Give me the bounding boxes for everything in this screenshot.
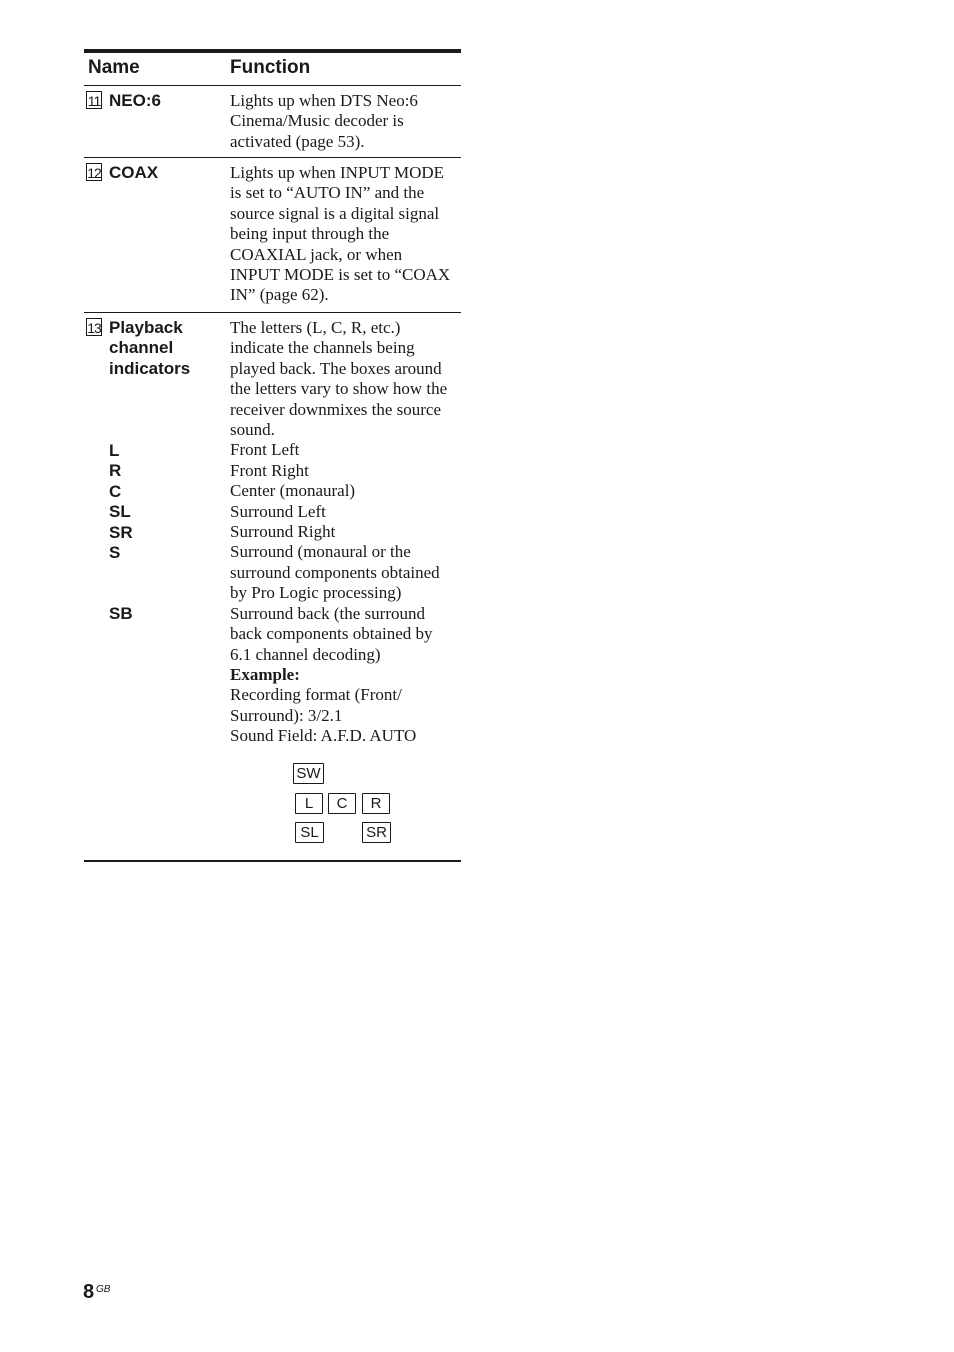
name-line: indicators xyxy=(109,358,191,378)
indicator-c: C xyxy=(328,793,356,814)
name-line: Playback xyxy=(109,318,183,337)
channel-code-s: S xyxy=(109,543,121,563)
channel-desc-sr: Surround Right xyxy=(230,522,336,542)
channel-desc-sb: Surround back (the surround xyxy=(230,603,425,623)
desc-line: played back. The boxes around xyxy=(230,358,442,378)
header-name: Name xyxy=(88,57,140,78)
channel-code-sl: SL xyxy=(109,502,131,522)
desc-line: activated (page 53). xyxy=(230,131,365,151)
header-function: Function xyxy=(230,57,311,78)
example-line: Recording format (Front/ xyxy=(230,685,402,705)
channel-code-c: C xyxy=(109,481,122,501)
desc-line: The letters (L, C, R, etc.) xyxy=(230,318,401,337)
page-number: 8 xyxy=(83,1281,95,1303)
desc-line: source signal is a digital signal xyxy=(230,203,440,223)
example-line: Sound Field: A.F.D. AUTO xyxy=(230,726,417,746)
desc-line: indicate the channels being xyxy=(230,338,415,358)
indicator-l: L xyxy=(295,793,323,814)
item-number-12: 12 xyxy=(87,165,101,181)
desc-line: Lights up when DTS Neo:6 xyxy=(230,91,418,110)
desc-line: Lights up when INPUT MODE xyxy=(230,163,445,182)
channel-desc-r: Front Right xyxy=(230,460,309,480)
channel-code-sb: SB xyxy=(109,604,133,624)
desc-line: the letters vary to show how the xyxy=(230,379,448,399)
desc-line: being input through the xyxy=(230,224,390,244)
channel-desc-sb: back components obtained by xyxy=(230,624,433,644)
table-header xyxy=(84,53,461,86)
table-row-playback-channel-indicators xyxy=(84,313,461,862)
indicator-sl: SL xyxy=(295,822,324,843)
function-table xyxy=(84,49,461,862)
name-line: channel xyxy=(109,338,174,358)
table-row-coax xyxy=(84,158,461,313)
channel-desc-s: surround components obtained xyxy=(230,562,440,582)
desc-line: INPUT MODE is set to “COAX xyxy=(230,265,451,285)
desc-line: Cinema/Music decoder is xyxy=(230,111,404,131)
example-line: Surround): 3/2.1 xyxy=(230,705,343,725)
channel-desc-l: Front Left xyxy=(230,440,300,460)
table-row-neo6 xyxy=(84,86,461,158)
channel-desc-sb: 6.1 channel decoding) xyxy=(230,644,381,664)
item-function-playback-channel-indicators xyxy=(230,318,461,747)
item-name-coax: COAX xyxy=(109,163,159,182)
channel-codes xyxy=(109,441,133,625)
channel-code-l: L xyxy=(109,441,120,460)
item-number-13: 13 xyxy=(87,320,101,336)
example-heading: Example: xyxy=(230,664,300,684)
desc-line: COAXIAL jack, or when xyxy=(230,244,403,264)
channel-desc-s: Surround (monaural or the xyxy=(230,542,411,562)
indicator-sw: SW xyxy=(293,763,324,784)
item-function-coax xyxy=(230,163,461,306)
desc-line: receiver downmixes the source xyxy=(230,399,441,419)
desc-line: is set to “AUTO IN” and the xyxy=(230,183,425,203)
item-function-neo6 xyxy=(230,91,461,152)
indicator-sr: SR xyxy=(362,822,391,843)
page-region-suffix: GB xyxy=(96,1284,111,1295)
item-number-11: 11 xyxy=(87,93,101,109)
channel-desc-s: by Pro Logic processing) xyxy=(230,583,402,603)
item-name-neo6: NEO:6 xyxy=(109,91,161,110)
item-name-playback-channel-indicators xyxy=(109,318,190,379)
channel-desc-sl: Surround Left xyxy=(230,501,326,521)
channel-code-sr: SR xyxy=(109,522,133,542)
channel-code-r: R xyxy=(109,461,122,481)
channel-desc-c: Center (monaural) xyxy=(230,481,356,501)
desc-line: sound. xyxy=(230,420,275,440)
desc-line: IN” (page 62). xyxy=(230,285,329,305)
indicator-r: R xyxy=(362,793,390,814)
